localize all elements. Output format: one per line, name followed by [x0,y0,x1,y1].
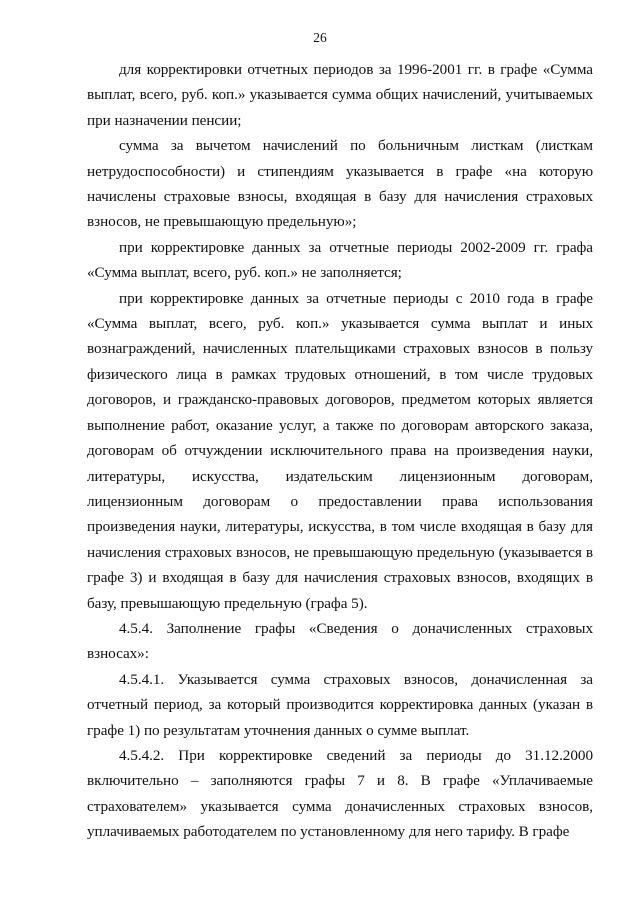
document-body [87,57,593,845]
paragraph-section-4-5-4: 4.5.4. Заполнение графы «Сведения о доначисленных страховых взносах»: [87,619,593,663]
paragraph-periods-2002-2009: при корректировке данных за отчетные периоды 2002-2009 гг. графа «Сумма выплат, всего, руб. коп.» не заполняется; [87,238,593,282]
paragraph-sick-leave-deduction: сумма за вычетом начислений по больничным листкам (листкам нетрудоспособности) и стипендиям указывается в графе «на которую начислены страховые взносы, входящая в базу для начисления страховых взносов, не превышающую предельную»; [87,137,593,231]
page-number: 26 [313,30,327,45]
paragraph-section-4-5-4-2: 4.5.4.2. При корректировке сведений за периоды до 31.12.2000 включительно – заполняются графы 7 и 8. В графе «Уплачиваемые страхователем» указывается сумма доначисленных страховых взносов, уплачиваемых работодателем по установленному для него тарифу. В графе [87,746,593,841]
paragraph-periods-from-2010: при корректировке данных за отчетные периоды с 2010 года в графе «Сумма выплат, всего, руб. коп.» указывается сумма выплат и иных вознаграждений, начисленных плательщиками страховых взносов в пользу физического лица в рамках трудовых отношений, в том числе трудовых договоров, и гражданско-правовых договоров, предметом которых является выполнение работ, оказание услуг, а также по договорам авторского заказа, договорам об отчуждении исключительного права на произведения науки, литературы, искусства, издательским лицензионным договорам, лицензионным договорам о предоставлении права использования произведения науки, литературы, искусства, в том числе входящая в базу для начисления страховых взносов, не превышающую предельную (указывается в графе 3) и входящая в базу для начисления страховых взносов, входящих в базу, превышающую предельную (графа 5). [87,289,593,612]
paragraph-payments-1996-2001: для корректировки отчетных периодов за 1996-2001 гг. в графе «Сумма выплат, всего, руб. коп.» указывается сумма общих начислений, учитываемых при назначении пенсии; [87,61,593,129]
paragraph-section-4-5-4-1: 4.5.4.1. Указывается сумма страховых взносов, доначисленная за отчетный период, за который производится корректировка данных (указан в графе 1) по результатам уточнения данных о сумме выплат. [87,670,593,739]
